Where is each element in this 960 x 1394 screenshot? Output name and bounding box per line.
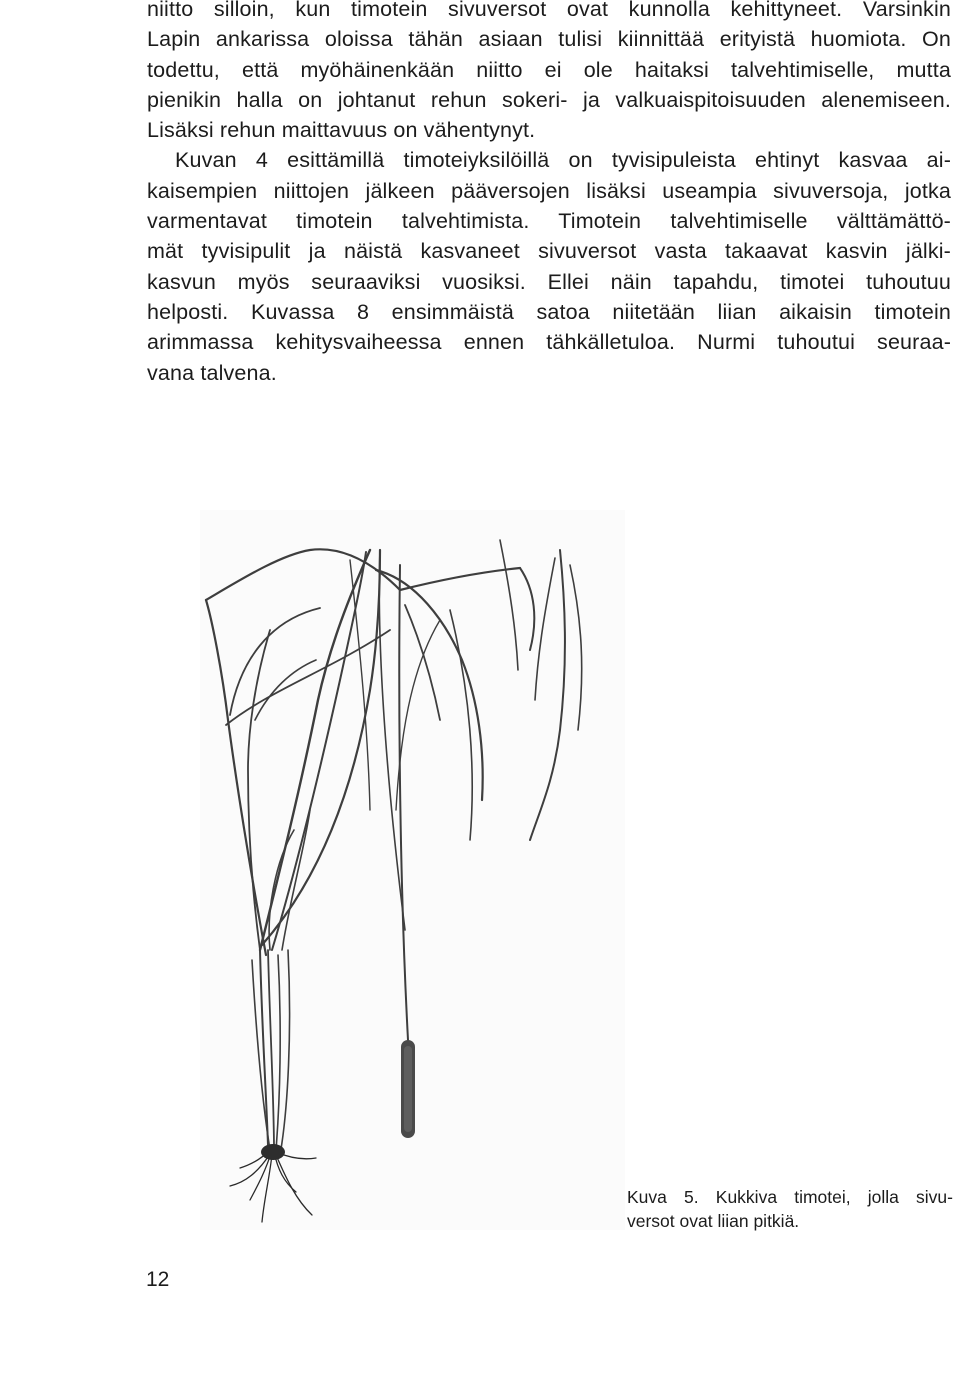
timothy-plant-photo xyxy=(200,510,625,1230)
body-line: varmentavat timotein talvehtimista. Timotein talvehtimiselle välttämättö- xyxy=(147,209,951,234)
body-text xyxy=(147,0,951,388)
body-line: Lisäksi rehun maittavuus on vähentynyt. xyxy=(147,118,536,143)
body-line: kaisempien niittojen jälkeen pääversojen lisäksi useampia sivuversoja, jotka xyxy=(147,178,951,203)
body-line: kasvun myös seuraaviksi vuosiksi. Ellei näin tapahdu, timotei tuhoutuu xyxy=(147,269,951,294)
body-line: Kuvan 4 esittämillä timoteiyksilöillä on tyvisipuleista ehtinyt kasvaa ai- xyxy=(175,148,951,173)
body-line: pienikin halla on johtanut rehun sokeri- ja valkuaispitoisuuden alenemiseen. xyxy=(147,87,951,112)
body-line: todettu, että myöhäinenkään niitto ei ole haitaksi talvehtimiselle, mutta xyxy=(147,57,951,82)
body-line: arimmassa kehitysvaiheessa ennen tähkälletuloa. Nurmi tuhoutui seuraa- xyxy=(147,330,951,355)
body-line: vana talvena. xyxy=(147,360,277,385)
body-line: helposti. Kuvassa 8 ensimmäistä satoa niitetään liian aikaisin timotein xyxy=(147,299,951,324)
page-number: 12 xyxy=(146,1268,170,1291)
caption-line: versot ovat liian pitkiä. xyxy=(627,1211,800,1231)
caption-line: Kuva 5. Kukkiva timotei, jolla sivu- xyxy=(627,1187,953,1207)
timothy-grass-plant-icon xyxy=(200,510,625,1230)
figure-caption xyxy=(627,1185,953,1233)
body-line: mät tyvisipulit ja näistä kasvaneet sivuversot vasta takaavat kasvin jälki- xyxy=(147,239,951,264)
body-line: Lapin ankarissa oloissa tähän asiaan tulisi kiinnittää erityistä huomiota. On xyxy=(147,27,951,52)
body-line: niitto silloin, kun timotein sivuversot ovat kunnolla kehittyneet. Varsinkin xyxy=(147,0,951,21)
